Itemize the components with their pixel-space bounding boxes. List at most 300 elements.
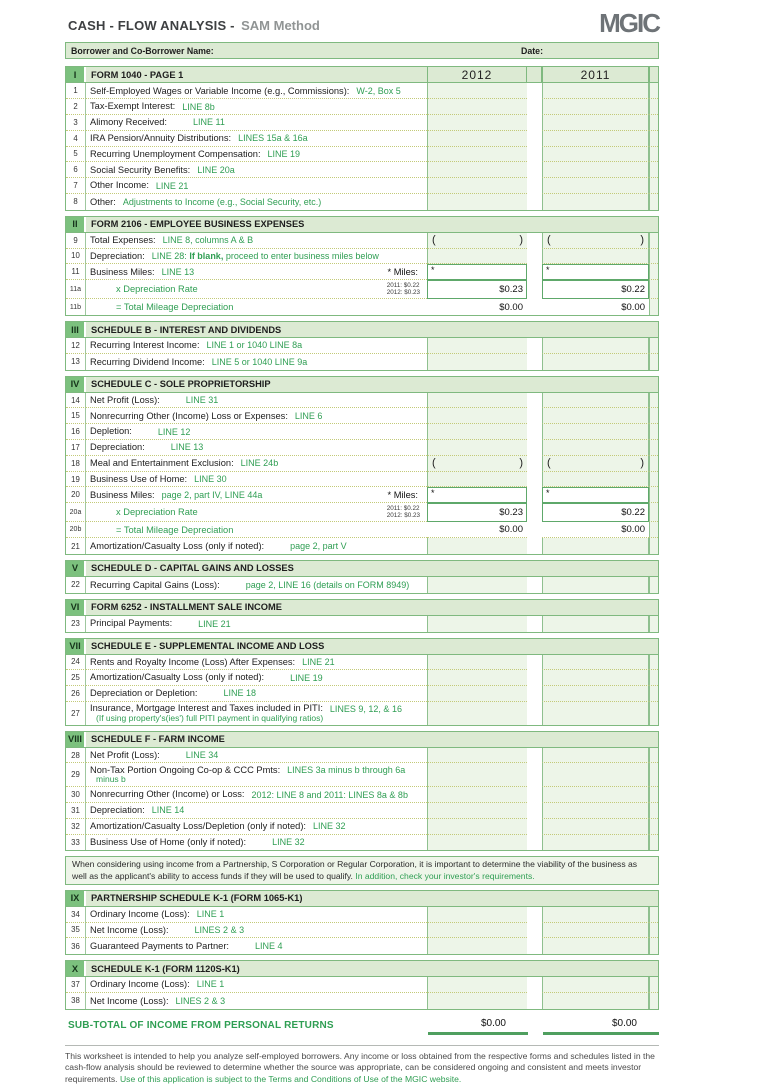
row-number: 10	[66, 249, 86, 265]
input-2012-line-11[interactable]	[427, 264, 527, 280]
column-strip	[649, 162, 658, 178]
input-2012-line-32[interactable]	[427, 819, 527, 835]
row-label-cell	[86, 763, 427, 787]
row-label-cell	[86, 670, 427, 686]
input-2011-line-11b: $0.00	[542, 299, 649, 315]
table-row-line-27	[66, 702, 658, 725]
input-2012-line-21[interactable]	[427, 538, 527, 554]
section-title: SCHEDULE D - CAPITAL GAINS AND LOSSES	[91, 563, 294, 574]
input-2012-line-18[interactable]	[427, 456, 527, 472]
subtotal-row	[65, 1016, 659, 1035]
subtotal-value-2012: $0.00	[428, 1016, 528, 1035]
row-label-line2: (If using property's(ies') full PITI payment in qualifying ratios)	[96, 712, 324, 723]
row-line-reference: LINE 14	[151, 805, 185, 816]
row-label-text: Alimony Received:	[90, 117, 167, 128]
column-strip	[649, 803, 658, 819]
column-gap	[527, 503, 542, 522]
row-label-text: Amortization/Casualty Loss/Depletion (only if noted):	[90, 820, 306, 831]
input-2012-line-9[interactable]	[427, 233, 527, 249]
row-number: 6	[66, 162, 86, 178]
table-row-line-11a	[66, 280, 658, 299]
row-line-reference: LINE 31	[185, 395, 219, 405]
column-strip	[649, 655, 658, 671]
section-header-II	[66, 217, 658, 233]
section-IV	[65, 376, 659, 555]
viability-note-green-text: In addition, check your investor's requirements.	[355, 870, 535, 881]
depreciation-rate-note	[387, 505, 423, 520]
row-label-text: Recurring Capital Gains (Loss):	[90, 579, 220, 590]
section-title: PARTNERSHIP SCHEDULE K-1 (FORM 1065-K1)	[91, 893, 303, 904]
section-header-V	[66, 561, 658, 577]
section-III	[65, 321, 659, 371]
row-number: 5	[66, 147, 86, 163]
input-2011-line-8[interactable]	[542, 194, 649, 210]
input-2011-line-35[interactable]	[542, 923, 649, 939]
row-label-cell	[86, 835, 427, 851]
row-number: 25	[66, 670, 86, 686]
input-2012-line-37[interactable]	[427, 977, 527, 993]
row-label-cell	[86, 299, 427, 315]
column-gap	[527, 977, 542, 993]
title-row	[65, 8, 659, 38]
input-2012-line-34[interactable]	[427, 907, 527, 923]
section-title: FORM 6252 - INSTALLMENT SALE INCOME	[91, 602, 282, 613]
row-label-text: IRA Pension/Annuity Distributions:	[90, 132, 232, 143]
paren-open: (	[432, 234, 436, 247]
row-label-text: Depreciation:	[90, 250, 145, 261]
input-2011-line-20[interactable]	[542, 487, 649, 503]
input-2011-line-38[interactable]	[542, 993, 649, 1009]
column-strip	[649, 670, 658, 686]
column-header-2012: 2012	[427, 67, 527, 82]
input-2012-line-20[interactable]	[427, 487, 527, 503]
input-2011-line-11[interactable]	[542, 264, 649, 280]
row-label-cell	[86, 131, 427, 147]
column-gap	[527, 178, 542, 194]
section-title: FORM 2106 - EMPLOYEE BUSINESS EXPENSES	[91, 219, 305, 230]
table-row-line-19	[66, 472, 658, 488]
row-number: 9	[66, 233, 86, 249]
column-gap	[527, 923, 542, 939]
row-label-text: Social Security Benefits:	[90, 164, 191, 175]
column-strip	[649, 338, 658, 354]
input-2011-line-18[interactable]	[542, 456, 649, 472]
input-2011-line-30[interactable]	[542, 787, 649, 803]
input-2012-line-4[interactable]	[427, 131, 527, 147]
input-2012-line-22[interactable]	[427, 577, 527, 593]
input-2012-line-13[interactable]	[427, 354, 527, 370]
row-line-reference: LINES 2 & 3	[175, 995, 226, 1006]
viability-note	[65, 856, 659, 884]
row-number: 13	[66, 354, 86, 370]
input-2011-line-17[interactable]	[542, 440, 649, 456]
input-2012-line-8[interactable]	[427, 194, 527, 210]
column-gap	[527, 655, 542, 671]
table-row-line-28	[66, 748, 658, 764]
row-label-cell	[86, 993, 427, 1009]
row-number: 34	[66, 907, 86, 923]
table-row-line-26	[66, 686, 658, 702]
row-number: 16	[66, 424, 86, 440]
column-header-gap	[527, 67, 542, 82]
row-number: 23	[66, 616, 86, 632]
input-2011-line-12[interactable]	[542, 338, 649, 354]
input-2011-line-13[interactable]	[542, 354, 649, 370]
row-label-text: Business Use of Home:	[90, 473, 188, 484]
column-strip	[649, 472, 658, 488]
row-label-cell	[86, 655, 427, 671]
row-label-text: Depreciation:	[90, 442, 145, 453]
borrower-bar	[65, 42, 659, 59]
row-label-cell	[86, 472, 427, 488]
row-label-text: Business Miles:	[90, 266, 155, 277]
input-2011-line-7[interactable]	[542, 178, 649, 194]
column-strip	[649, 178, 658, 194]
column-gap	[527, 338, 542, 354]
row-label-cell	[86, 577, 427, 593]
input-2011-line-9[interactable]	[542, 233, 649, 249]
row-number: 8	[66, 194, 86, 210]
row-label-text: Tax-Exempt Interest:	[90, 101, 176, 112]
row-label-cell	[86, 194, 427, 210]
row-line-reference: page 2, part IV, LINE 44a	[161, 489, 263, 500]
column-gap	[527, 522, 542, 538]
input-2012-line-3[interactable]	[427, 115, 527, 131]
input-2012-line-28[interactable]	[427, 748, 527, 764]
row-number: 3	[66, 115, 86, 131]
row-number: 32	[66, 819, 86, 835]
row-label-cell	[86, 354, 427, 370]
input-2011-line-28[interactable]	[542, 748, 649, 764]
row-number: 20b	[66, 522, 86, 538]
column-strip	[649, 299, 658, 315]
row-label-green: = Total Mileage Depreciation	[116, 301, 234, 312]
column-gap	[527, 194, 542, 210]
input-2011-line-4[interactable]	[542, 131, 649, 147]
input-2011-line-20b: $0.00	[542, 522, 649, 538]
page-title-sub: SAM Method	[241, 18, 320, 34]
section-VI	[65, 599, 659, 633]
row-line-reference: LINE 12	[157, 426, 191, 437]
input-2012-line-11a[interactable]: $0.23	[427, 280, 527, 299]
input-2012-line-17[interactable]	[427, 440, 527, 456]
column-gap	[528, 1016, 543, 1035]
row-label-cell	[86, 923, 427, 939]
sections-container	[65, 66, 659, 1009]
input-2012-line-35[interactable]	[427, 923, 527, 939]
date-label: Date:	[521, 45, 543, 56]
viability-note-text: When considering using income from a Partnership, S Corporation or Regular Corporation, it is important to determine the viability of the business as well as the applicant's ability to access funds if they will be used to qualify.	[72, 859, 638, 881]
row-line-reference: LINE 21	[155, 180, 189, 191]
row-number: 27	[66, 702, 86, 725]
input-2011-line-31[interactable]	[542, 803, 649, 819]
asterisk: *	[546, 488, 550, 499]
page-title-main: CASH - FLOW ANALYSIS -	[68, 18, 235, 34]
input-2011-line-33[interactable]	[542, 835, 649, 851]
input-2012-line-5[interactable]	[427, 147, 527, 163]
input-2012-line-10[interactable]	[427, 249, 527, 265]
table-row-line-10	[66, 249, 658, 265]
column-gap	[527, 787, 542, 803]
section-numeral: VI	[66, 600, 86, 615]
row-label-cell	[86, 538, 427, 554]
miles-label: * Miles:	[387, 266, 418, 277]
row-label-cell	[86, 408, 427, 424]
row-line-reference: LINE 32	[272, 837, 305, 848]
input-2012-line-33[interactable]	[427, 835, 527, 851]
input-2011-line-22[interactable]	[542, 577, 649, 593]
row-label-cell	[86, 748, 427, 764]
column-gap	[527, 233, 542, 249]
row-label-text: Other:	[90, 196, 116, 207]
column-strip	[649, 538, 658, 554]
table-row-line-17	[66, 440, 658, 456]
row-label-cell	[86, 162, 427, 178]
row-label-cell	[86, 787, 427, 803]
row-label-cell	[86, 803, 427, 819]
date-input[interactable]	[543, 43, 653, 58]
input-2012-line-29[interactable]	[427, 763, 527, 787]
input-2011-line-27[interactable]	[542, 702, 649, 725]
table-row-line-20	[66, 487, 658, 503]
input-2011-line-15[interactable]	[542, 408, 649, 424]
paren-close: )	[519, 234, 523, 247]
row-number: 11a	[66, 280, 86, 299]
row-label-text: Other Income:	[90, 180, 149, 191]
column-strip	[649, 522, 658, 538]
column-strip	[649, 99, 658, 115]
row-label-text: Guaranteed Payments to Partner:	[90, 941, 230, 951]
column-gap	[527, 440, 542, 456]
row-label-cell	[86, 280, 427, 299]
column-strip	[649, 194, 658, 210]
input-2012-line-25[interactable]	[427, 670, 527, 686]
column-gap	[527, 472, 542, 488]
input-2012-line-31[interactable]	[427, 803, 527, 819]
column-strip	[649, 249, 658, 265]
input-2011-line-36[interactable]	[542, 938, 649, 954]
input-2012-line-38[interactable]	[427, 993, 527, 1009]
column-gap	[527, 803, 542, 819]
row-label-cell	[86, 503, 427, 522]
row-label-text: Amortization/Casualty Loss (only if noted):	[90, 672, 265, 683]
input-2011-line-11a[interactable]: $0.22	[542, 280, 649, 299]
input-2011-line-2[interactable]	[542, 99, 649, 115]
row-number: 12	[66, 338, 86, 354]
row-label-cell	[86, 178, 427, 194]
row-line-reference: LINE 13	[161, 266, 195, 277]
input-2012-line-6[interactable]	[427, 162, 527, 178]
row-number: 38	[66, 993, 86, 1009]
row-label-text: Insurance, Mortgage Interest and Taxes included in PITI:	[90, 703, 323, 714]
row-number: 18	[66, 456, 86, 472]
input-2012-line-20a[interactable]: $0.23	[427, 503, 527, 522]
row-number: 30	[66, 787, 86, 803]
row-label-cell	[86, 99, 427, 115]
column-gap	[527, 456, 542, 472]
input-2011-line-20a[interactable]: $0.22	[542, 503, 649, 522]
subtotal-value-2011: $0.00	[543, 1016, 659, 1035]
table-row-line-29	[66, 763, 658, 787]
input-2012-line-36[interactable]	[427, 938, 527, 954]
row-number: 19	[66, 472, 86, 488]
input-2012-line-14[interactable]	[427, 393, 527, 409]
row-line-reference: LINE 11	[193, 117, 225, 128]
mgic-logo: MGIC	[599, 8, 659, 38]
row-label-text: Ordinary Income (Loss):	[90, 979, 190, 990]
table-row-line-25	[66, 670, 658, 686]
depreciation-rate-note	[387, 282, 423, 297]
asterisk: *	[431, 488, 435, 499]
section-numeral: V	[66, 561, 86, 576]
row-label-text: Nonrecurring Other (Income) or Loss:	[90, 789, 245, 800]
section-V	[65, 560, 659, 594]
row-line-reference: LINE 6	[294, 410, 323, 421]
row-label-cell	[86, 522, 427, 538]
column-strip	[649, 748, 658, 764]
section-VIII	[65, 731, 659, 852]
section-header-III	[66, 322, 658, 338]
input-2012-line-26[interactable]	[427, 686, 527, 702]
row-number: 28	[66, 748, 86, 764]
row-number: 17	[66, 440, 86, 456]
column-gap	[527, 162, 542, 178]
paren-open: (	[547, 457, 551, 470]
input-2011-line-1[interactable]	[542, 83, 649, 99]
section-title: SCHEDULE E - SUPPLEMENTAL INCOME AND LOSS	[91, 641, 325, 651]
input-2012-line-30[interactable]	[427, 787, 527, 803]
column-strip	[649, 686, 658, 702]
row-number: 2	[66, 99, 86, 115]
section-numeral: VII	[66, 639, 86, 654]
row-number: 21	[66, 538, 86, 554]
asterisk: *	[431, 265, 435, 276]
section-X	[65, 960, 659, 1010]
input-2011-line-23[interactable]	[542, 616, 649, 632]
row-label-text: Principal Payments:	[90, 618, 173, 629]
section-title: SCHEDULE C - SOLE PROPRIETORSHIP	[91, 379, 271, 390]
column-gap	[527, 393, 542, 409]
input-2012-line-7[interactable]	[427, 178, 527, 194]
row-number: 31	[66, 803, 86, 819]
column-gap	[527, 99, 542, 115]
input-2012-line-23[interactable]	[427, 616, 527, 632]
section-header-I	[66, 67, 658, 83]
input-2011-line-24[interactable]	[542, 655, 649, 671]
input-2011-line-37[interactable]	[542, 977, 649, 993]
row-number: 29	[66, 763, 86, 787]
column-gap	[527, 249, 542, 265]
section-header-VI	[66, 600, 658, 616]
section-VII	[65, 638, 659, 726]
row-number: 36	[66, 938, 86, 954]
column-gap	[527, 702, 542, 725]
table-row-line-35	[66, 923, 658, 939]
input-2011-line-19[interactable]	[542, 472, 649, 488]
row-label-text: Net Income (Loss):	[90, 924, 169, 935]
row-line-reference: LINES 2 & 3	[194, 924, 245, 935]
row-number: 4	[66, 131, 86, 147]
input-2011-line-25[interactable]	[542, 670, 649, 686]
input-2011-line-32[interactable]	[542, 819, 649, 835]
column-gap	[527, 577, 542, 593]
table-row-line-37	[66, 977, 658, 993]
table-row-line-11	[66, 264, 658, 280]
input-2011-line-34[interactable]	[542, 907, 649, 923]
column-gap	[527, 907, 542, 923]
column-strip	[649, 503, 658, 522]
row-label-cell	[86, 487, 427, 503]
input-2012-line-2[interactable]	[427, 99, 527, 115]
section-title: FORM 1040 - PAGE 1	[91, 69, 184, 80]
input-2011-line-14[interactable]	[542, 393, 649, 409]
row-label-green: = Total Mileage Depreciation	[116, 524, 234, 535]
row-line-reference: LINES 9, 12, & 16	[329, 703, 402, 714]
input-2012-line-19[interactable]	[427, 472, 527, 488]
column-gap	[527, 280, 542, 299]
column-strip	[649, 977, 658, 993]
section-header-IV	[66, 377, 658, 393]
table-row-line-34	[66, 907, 658, 923]
row-number: 1	[66, 83, 86, 99]
input-2012-line-27[interactable]	[427, 702, 527, 725]
section-numeral: VIII	[66, 732, 86, 747]
row-number: 22	[66, 577, 86, 593]
input-2012-line-12[interactable]	[427, 338, 527, 354]
column-strip	[649, 440, 658, 456]
table-row-line-33	[66, 835, 658, 851]
footer-note	[65, 1046, 659, 1085]
row-line-reference: LINE 1 or 1040 LINE 8a	[206, 340, 303, 351]
table-row-line-12	[66, 338, 658, 354]
input-2011-line-3[interactable]	[542, 115, 649, 131]
rate-note-2011: 2011: $0.22	[386, 504, 420, 512]
section-header-VIII	[66, 732, 658, 748]
row-number: 14	[66, 393, 86, 409]
row-number: 20a	[66, 503, 86, 522]
row-label-green: x Depreciation Rate	[116, 284, 198, 294]
input-2011-line-5[interactable]	[542, 147, 649, 163]
table-row-line-23	[66, 616, 658, 632]
input-2012-line-16[interactable]	[427, 424, 527, 440]
input-2012-line-15[interactable]	[427, 408, 527, 424]
row-label-cell	[86, 977, 427, 993]
table-row-line-22	[66, 577, 658, 593]
table-row-line-2	[66, 99, 658, 115]
input-2012-line-24[interactable]	[427, 655, 527, 671]
input-2011-line-21[interactable]	[542, 538, 649, 554]
input-2012-line-20b: $0.00	[427, 522, 527, 538]
input-2011-line-6[interactable]	[542, 162, 649, 178]
input-2011-line-10[interactable]	[542, 249, 649, 265]
table-row-line-6	[66, 162, 658, 178]
input-2011-line-16[interactable]	[542, 424, 649, 440]
row-line-reference: LINE 21	[302, 656, 335, 667]
row-number: 11b	[66, 299, 86, 315]
column-strip	[649, 616, 658, 632]
input-2012-line-1[interactable]	[427, 83, 527, 99]
column-strip	[649, 923, 658, 939]
section-numeral: I	[66, 67, 86, 82]
row-label-cell	[86, 264, 427, 280]
row-label-text: Self-Employed Wages or Variable Income (e.g., Commissions):	[90, 85, 350, 96]
borrower-name-input[interactable]	[214, 43, 521, 58]
input-2011-line-29[interactable]	[542, 763, 649, 787]
table-row-line-1	[66, 83, 658, 99]
input-2011-line-26[interactable]	[542, 686, 649, 702]
column-strip	[649, 280, 658, 299]
row-line-reference: LINES 15a & 16a	[238, 133, 308, 144]
